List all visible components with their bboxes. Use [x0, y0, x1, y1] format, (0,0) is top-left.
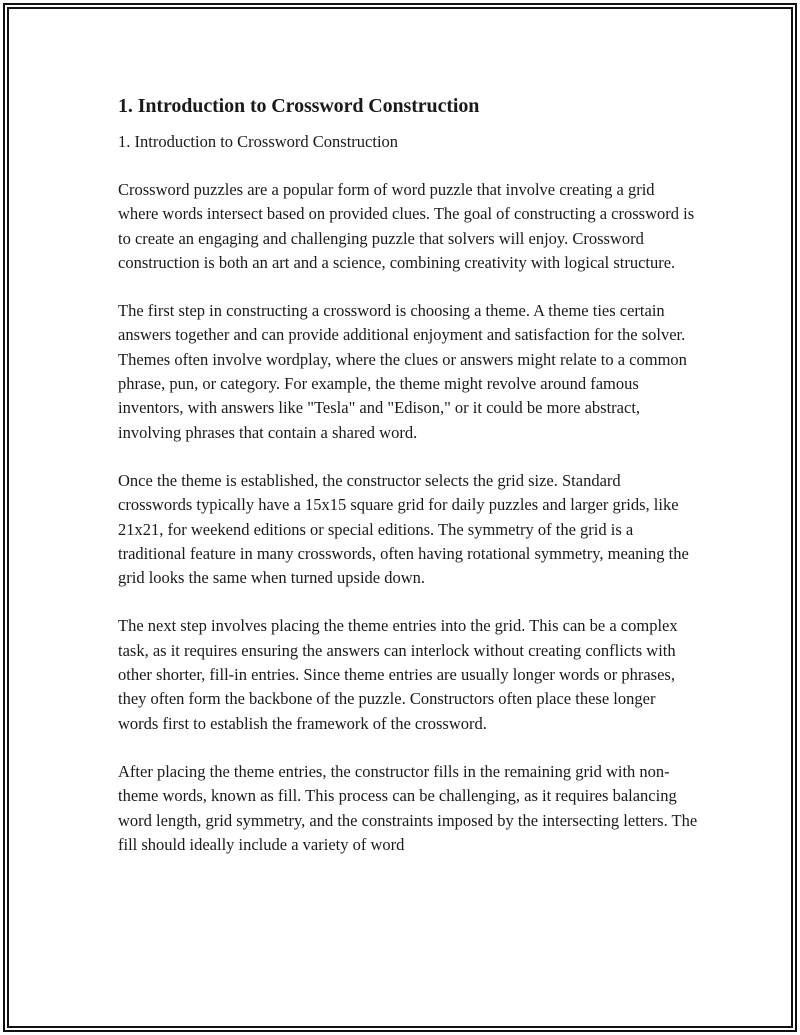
paragraph-3: Once the theme is established, the constructor selects the grid size. Standard crosswords typically have a 15x15 square grid for daily puzzles and larger grids, like 21x21, for weekend editions or special editions. The symmetry of the grid is a traditional feature in many crosswords, often having rotational symmetry, meaning the grid looks the same when turned upside down. — [118, 470, 689, 588]
section-subheading: 1. Introduction to Crossword Construction — [118, 132, 399, 151]
paragraph-2: The first step in constructing a crossword is choosing a theme. A theme ties certain answers together and can provide additional enjoyment and satisfaction for the solver. Themes often involve wordplay, where the clues or answers might relate to a common phrase, pun, or category. For example, the theme might revolve around famous inventors, with answers like "Tesla" and "Edison," or it could be more abstract, involving phrases that contain a shared word. — [118, 301, 687, 442]
section-heading: 1. Introduction to Crossword Construction — [118, 95, 480, 117]
paragraph-4: The next step involves placing the theme entries into the grid. This can be a complex task, as it requires ensuring the answers can interlock without creating conflicts with other shorter, fill-in entries. Since theme entries are usually longer words or phrases, they often form the backbone of the puzzle. Constructors often place these longer words first to establish the framework of the crossword. — [118, 616, 678, 733]
paragraph-1: Crossword puzzles are a popular form of word puzzle that involve creating a grid where words intersect based on provided clues. The goal of constructing a crossword is to create an engaging and challenging puzzle that solvers will enjoy. Crossword construction is both an art and a science, combining creativity with logical structure. — [118, 180, 695, 272]
paragraph-5: After placing the theme entries, the constructor fills in the remaining grid with non-theme words, known as fill. This process can be challenging, as it requires balancing word length, grid symmetry, and the constraints imposed by the intersecting letters. The fill should ideally include a variety of word — [118, 761, 698, 854]
document-body — [118, 92, 698, 857]
